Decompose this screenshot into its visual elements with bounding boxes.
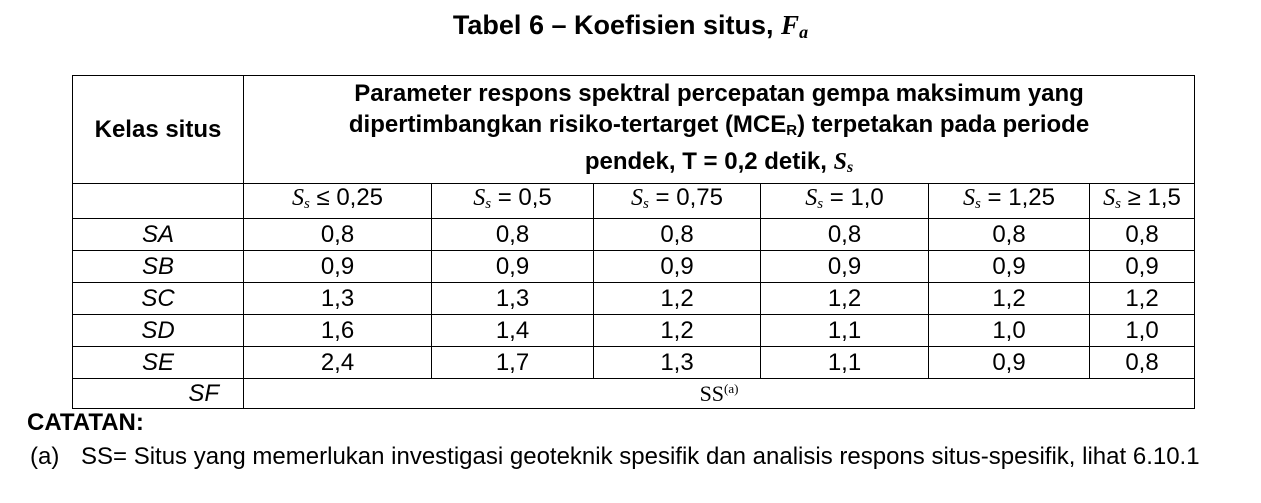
coef-cell: 0,9 [761, 251, 929, 283]
coef-cell: 0,9 [594, 251, 761, 283]
table-row [73, 315, 1195, 347]
header-param-line2-b: ) terpetakan pada periode [797, 111, 1090, 138]
coef-cell: 1,6 [244, 315, 432, 347]
site-class-cell: SF [73, 379, 244, 409]
coef-cell: 1,3 [244, 283, 432, 315]
coef-cell: 1,2 [761, 283, 929, 315]
header-param-line1: Parameter respons spektral percepatan gempa maksimum yang [354, 80, 1084, 107]
coef-cell: 1,3 [432, 283, 594, 315]
ss-col-header: $S_s = 0,75$ [594, 184, 761, 219]
coef-cell: 0,8 [761, 219, 929, 251]
coef-cell: 1,3 [594, 347, 761, 379]
ss-col-header: $S_s \le 0,25$ [244, 184, 432, 219]
note-item [30, 442, 1245, 471]
coef-cell: 0,9 [244, 251, 432, 283]
coef-cell: 0,8 [1090, 219, 1195, 251]
site-coefficient-table [72, 75, 1195, 409]
header-param-line2-a: dipertimbangkan risiko-tertarget (MCE [348, 111, 787, 138]
table-row [73, 347, 1195, 379]
coef-cell: 0,8 [1090, 347, 1195, 379]
coef-cell: 1,7 [432, 347, 594, 379]
header-parameter [244, 76, 1195, 184]
ss-col-header: $S_s = 1,0$ [761, 184, 929, 219]
ss-symbol-main: S [833, 149, 847, 175]
coef-cell: 2,4 [244, 347, 432, 379]
coef-cell: 0,8 [929, 219, 1090, 251]
header-param-line3-text: pendek, T = 0,2 detik, [584, 148, 827, 175]
sf-footnote-marker: (a) [724, 380, 739, 396]
coef-cell: 1,1 [761, 347, 929, 379]
ss-col-header: $S_s = 1,25$ [929, 184, 1090, 219]
site-class-cell: SA [73, 219, 244, 251]
notes-heading: CATATAN: [27, 409, 144, 436]
header-param-line2 [244, 109, 1194, 146]
coef-cell: 0,9 [929, 347, 1090, 379]
coef-cell: 1,1 [761, 315, 929, 347]
header-param-line3 [244, 146, 1194, 183]
subheader-blank [73, 184, 244, 219]
table-header-row [73, 76, 1195, 184]
site-class-cell: SE [73, 347, 244, 379]
coef-cell: 0,8 [594, 219, 761, 251]
coef-cell: 0,8 [244, 219, 432, 251]
coef-cell: 1,0 [1090, 315, 1195, 347]
ss-col-header: $S_s \ge 1,5$ [1090, 184, 1195, 219]
fa-symbol-main: F [781, 10, 800, 40]
coef-cell: 1,4 [432, 315, 594, 347]
sf-value: SS [699, 380, 725, 406]
coef-cell: 0,9 [929, 251, 1090, 283]
site-class-cell: SD [73, 315, 244, 347]
site-class-cell: SC [73, 283, 244, 315]
table-row [73, 251, 1195, 283]
ss-symbol [834, 149, 854, 175]
note-text: SS= Situs yang memerlukan investigasi geoteknik spesifik dan analisis respons situs-spesifik, lihat 6.10.1 [81, 443, 1200, 470]
table-title-text: Tabel 6 – Koefisien situs, [452, 10, 774, 40]
coef-cell: 0,9 [432, 251, 594, 283]
fa-symbol-sub: a [799, 22, 809, 42]
coef-cell: 0,8 [432, 219, 594, 251]
table-row-sf [73, 379, 1195, 409]
table-row [73, 283, 1195, 315]
coef-cell: 1,2 [1090, 283, 1195, 315]
note-label: (a) [30, 443, 60, 470]
coef-cell: 1,2 [594, 315, 761, 347]
ss-symbol-sub: s [846, 159, 854, 176]
header-kelas-situs: Kelas situs [73, 76, 244, 184]
header-param-line2-sub: R [786, 122, 798, 139]
ss-col-header: $S_s = 0,5$ [432, 184, 594, 219]
site-class-cell: SB [73, 251, 244, 283]
coef-cell: 1,0 [929, 315, 1090, 347]
table-title [0, 8, 1261, 49]
fa-symbol [781, 10, 808, 40]
coef-cell: 1,2 [594, 283, 761, 315]
coef-cell: 1,2 [929, 283, 1090, 315]
table-row [73, 219, 1195, 251]
ss-subheader-row [73, 184, 1195, 219]
sf-value-cell [244, 379, 1195, 409]
coef-cell: 0,9 [1090, 251, 1195, 283]
